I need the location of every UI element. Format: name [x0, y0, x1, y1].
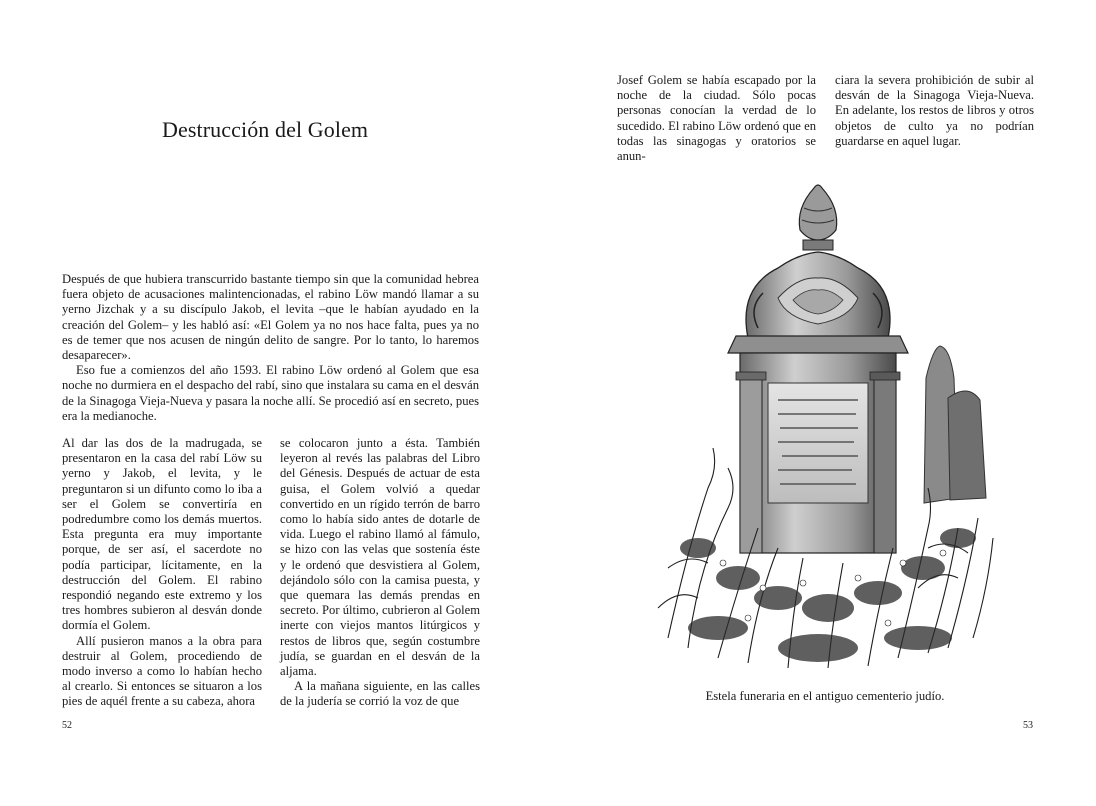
- paragraph: ciara la severa prohibición de subir al desván de la Sinagoga Vieja-Nueva. En adelante, los restos de libros y otros objetos de culto ya no podrían guardarse en aquel lugar.: [835, 73, 1034, 148]
- paragraph: Al dar las dos de la madrugada, se presentaron en la casa del rabí Löw su yerno y Jakob, el levita, y le preguntaron si un difunto como lo iba a ser el Golem se convertiría en podredumbre como los demás muertos. Esta pregunta era muy importante porque, de ser así, el sacerdote no podía participar, lícitamente, en la destrucción del Golem. El rabino respondió negando este extremo y los tres hombres subieron al desván donde dormía el Golem.: [62, 436, 262, 633]
- intro-text: [62, 272, 479, 424]
- chapter-title: Destrucción del Golem: [162, 117, 369, 142]
- left-page-column-2: [280, 436, 480, 710]
- intro-paragraph-2: Eso fue a comienzos del año 1593. El rabino Löw ordenó al Golem que esa noche no durmiera en el despacho del rabí, sino que instalara su cama en el desván de la Sinagoga Vieja-Nueva y pasara la noche allí. Se procedió así en secreto, pues era la medianoche.: [62, 363, 479, 423]
- paragraph: Josef Golem se había escapado por la noche de la ciudad. Sólo pocas personas conocían la verdad de lo sucedido. El rabino Löw ordenó que en todas las sinagogas y oratorios se anun-: [617, 73, 816, 164]
- illustration-caption: Estela funeraria en el antiguo cementerio judío.: [705, 689, 945, 703]
- right-page-column-1: [617, 73, 816, 164]
- page-number-right: 53: [1023, 720, 1033, 731]
- intro-paragraph-1: Después de que hubiera transcurrido bastante tiempo sin que la comunidad hebrea fuera objeto de acusaciones malintencionadas, el rabino Löw mandó llamar a su yerno Jizchak y a su discípulo Jakob, el levita –que le habían ayudado en la creación del Golem– y les habló así: «El Golem ya no nos hace falta, pues ya no es de temer que nos acusen de ningún delito de sangre. Por lo tanto, lo haremos desaparecer».: [62, 272, 479, 363]
- tombstone-illustration: [628, 168, 1010, 680]
- paragraph: Allí pusieron manos a la obra para destruir al Golem, procediendo de modo inverso a como lo habían hecho al crearlo. Si entonces se situaron a los pies de aquél frente a su cabeza, ahora: [62, 633, 262, 709]
- paragraph: se colocaron junto a ésta. También leyeron al revés las palabras del Libro del Génesis. Después de actuar de esta guisa, el Golem volvió a quedar convertido en un rígido terrón de barro como lo había sido antes de dotarle de vida. Luego el rabino llamó al fámulo, se hizo con las velas que sostenía éste y le ordenó que desvistiera al Golem, dejándolo sólo con la camisa puesta, y que quemara las demás prendas en secreto. Por último, cubrieron al Golem inerte con viejos mantos litúrgicos y restos de libros que, según costumbre judía, se guardan en el desván de la aljama.: [280, 436, 480, 679]
- paragraph: A la mañana siguiente, en las calles de la judería se corrió la voz de que: [280, 679, 480, 709]
- left-page-column-1: [62, 436, 262, 710]
- page-number-left: 52: [62, 720, 72, 731]
- right-page-column-2: [835, 73, 1034, 149]
